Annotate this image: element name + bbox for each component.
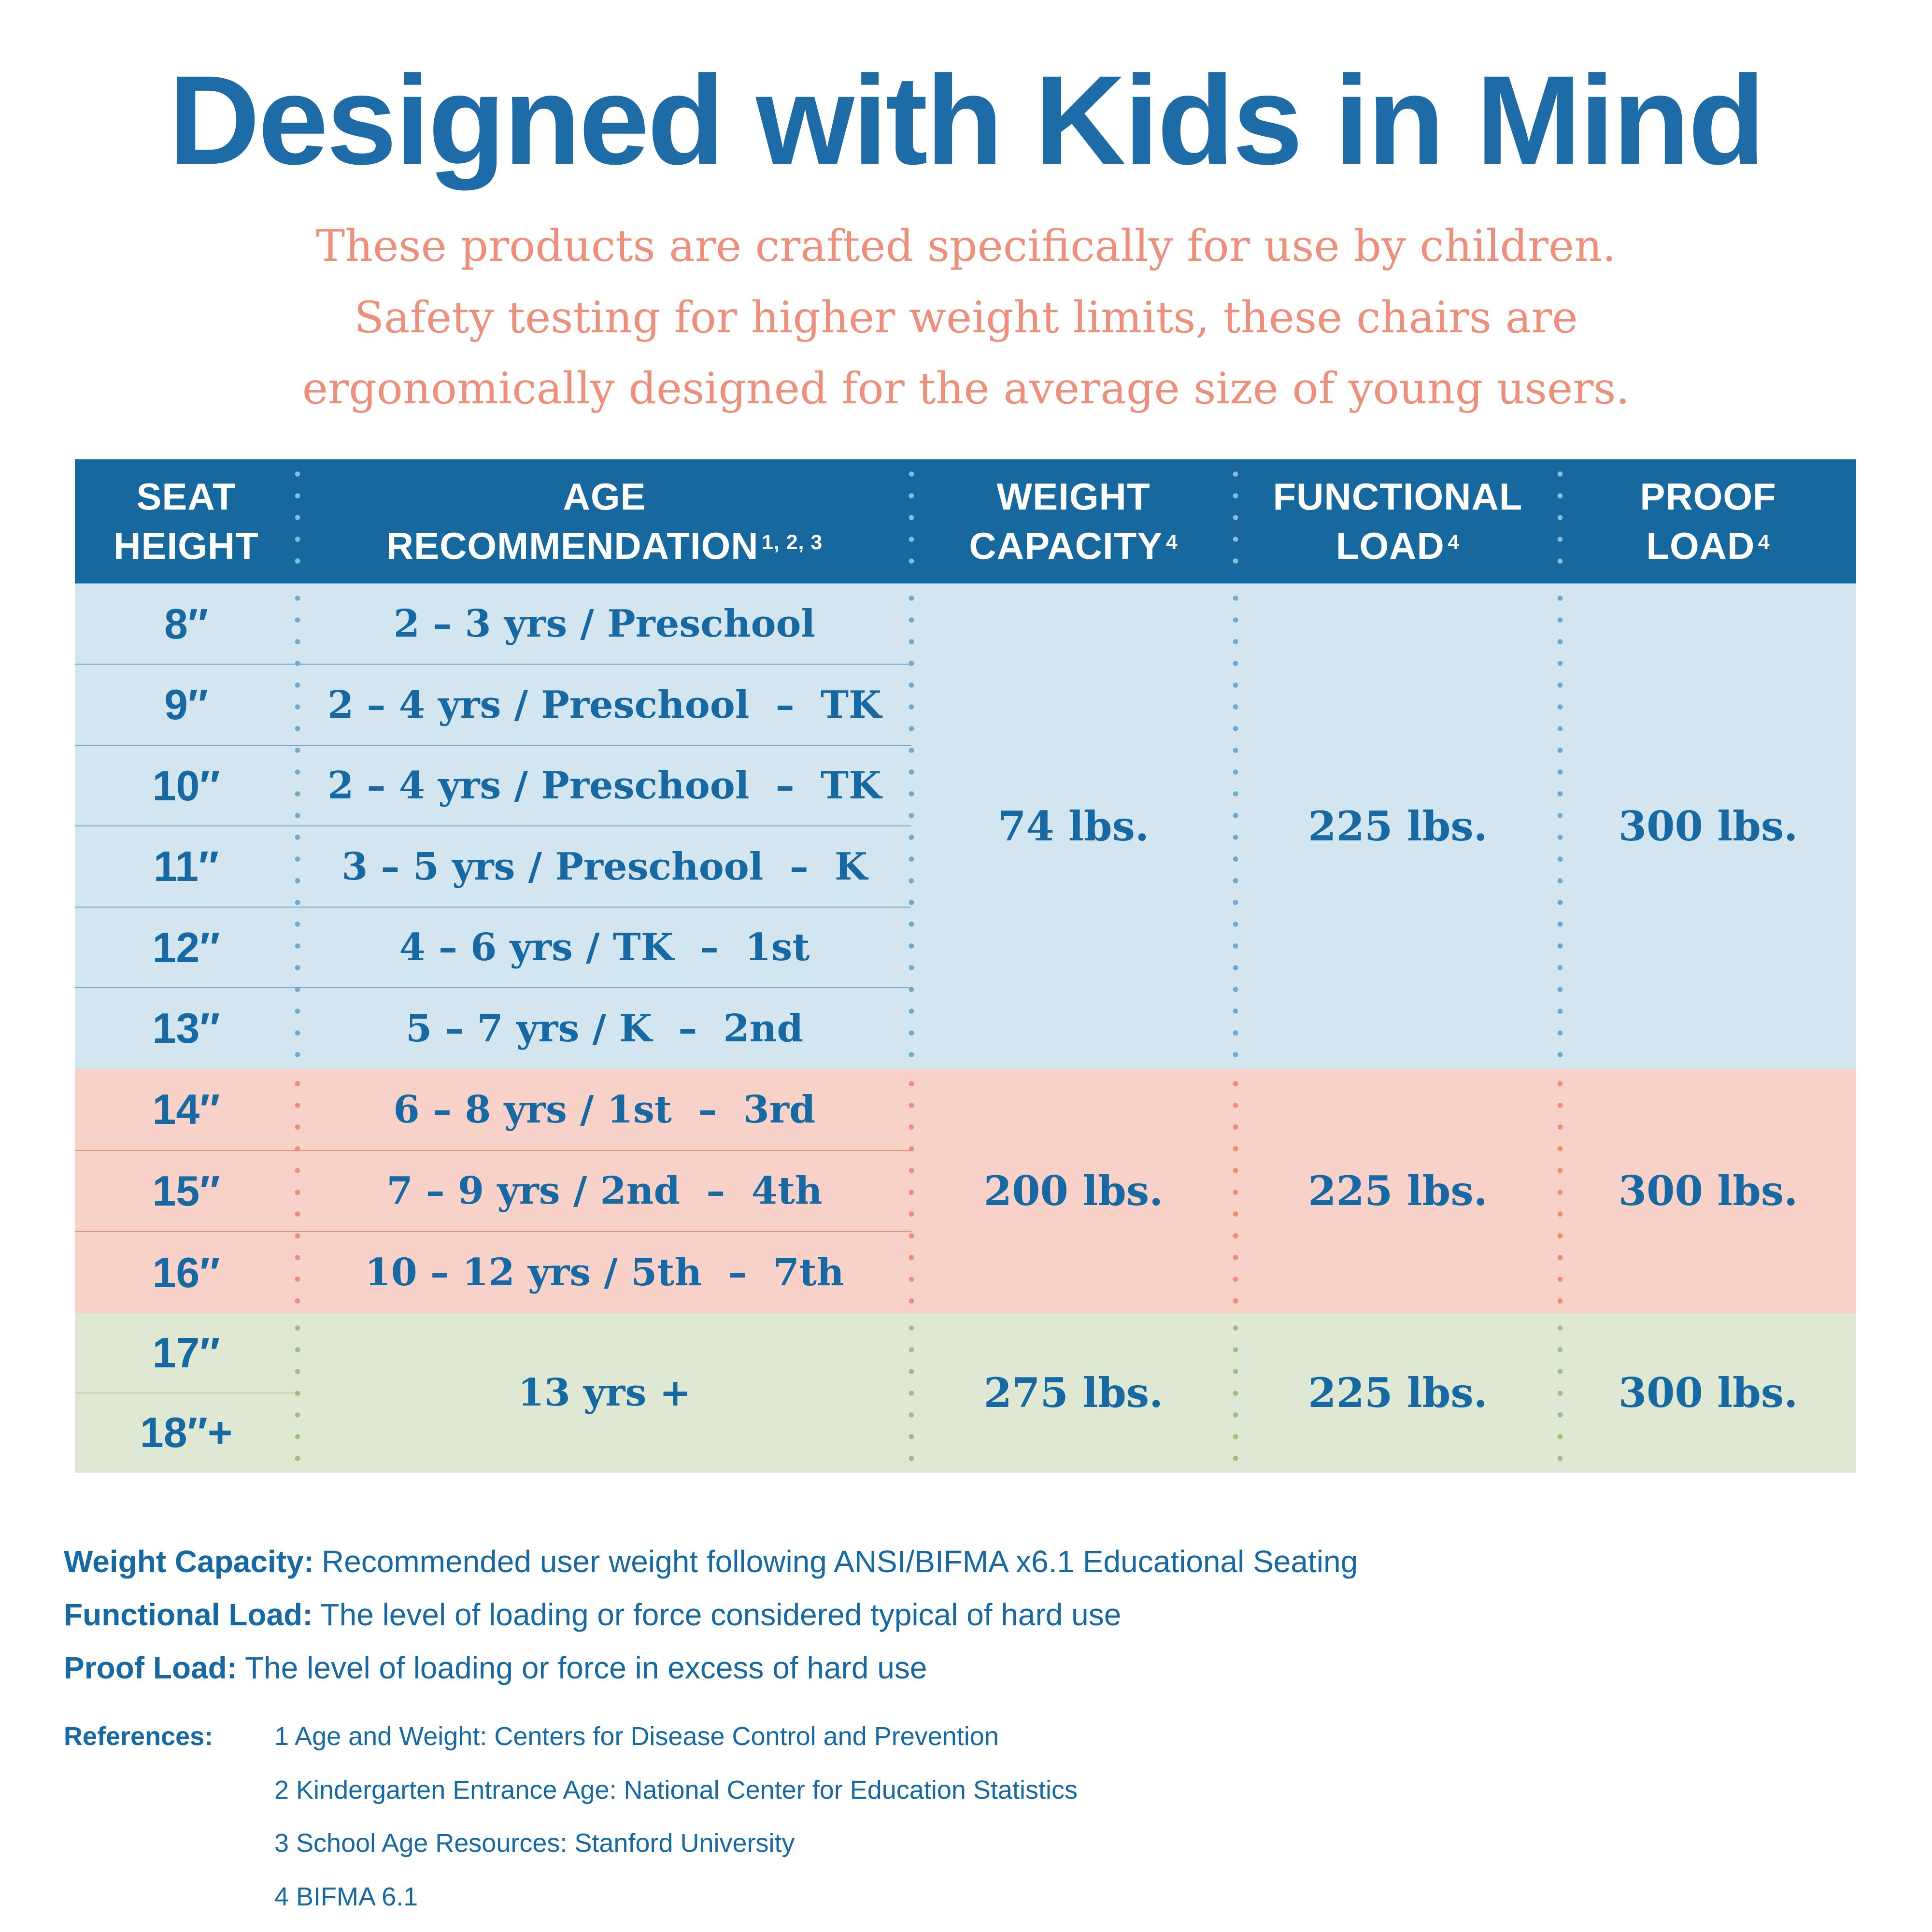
functional-load-cell: 225 lbs. xyxy=(1308,1167,1488,1215)
references-list xyxy=(274,1710,1078,1924)
definition-term: Proof Load: xyxy=(64,1650,238,1686)
column-divider-dots xyxy=(294,463,301,580)
row-separator xyxy=(75,907,911,908)
age-cell: 2 – 4 yrs / Preschool – TK xyxy=(327,764,881,808)
age-cell: 4 – 6 yrs / TK – 1st xyxy=(399,925,810,970)
seat-height-cell: 10″ xyxy=(152,761,220,810)
definition-line xyxy=(64,1588,1358,1641)
weight-capacity-cell: 275 lbs. xyxy=(983,1369,1164,1417)
weight-capacity-cell: 74 lbs. xyxy=(997,802,1150,850)
definition-text: The level of loading or force considered typical of hard use xyxy=(320,1597,1122,1633)
footnote-marker: 4 xyxy=(1165,531,1178,554)
weight-capacity-cell: 200 lbs. xyxy=(983,1167,1164,1215)
definition-term: Weight Capacity: xyxy=(64,1544,314,1579)
column-divider-dots xyxy=(1557,587,1563,1065)
column-divider-dots xyxy=(1557,1073,1563,1309)
seat-height-cell: 16″ xyxy=(152,1248,220,1296)
footnote-marker: 4 xyxy=(1758,531,1770,554)
reference-item: 2 Kindergarten Entrance Age: National Center for Education Statistics xyxy=(274,1775,1078,1804)
column-header-weight-capacity: WEIGHT CAPACITY $^4$ xyxy=(969,475,1178,567)
footnote-marker: 4 xyxy=(1448,531,1460,554)
row-separator xyxy=(75,745,911,746)
footnote-marker: 1, 2, 3 xyxy=(762,531,823,554)
age-cell: 5 – 7 yrs / K – 2nd xyxy=(405,1006,804,1051)
row-separator xyxy=(75,1150,911,1151)
definition-term: Functional Load: xyxy=(64,1597,313,1633)
age-cell: 3 – 5 yrs / Preschool – K xyxy=(341,844,867,889)
row-separator xyxy=(75,987,911,988)
seat-height-cell: 14″ xyxy=(152,1085,220,1134)
subtitle-line: Safety testing for higher weight limits, these chairs are xyxy=(354,292,1578,343)
seat-height-cell: 15″ xyxy=(152,1166,220,1215)
functional-load-cell: 225 lbs. xyxy=(1308,1369,1488,1417)
definition-line xyxy=(64,1641,1358,1694)
column-divider-dots xyxy=(908,1073,915,1309)
reference-item: 1 Age and Weight: Centers for Disease Control and Prevention xyxy=(274,1722,999,1751)
reference-item: 3 School Age Resources: Stanford University xyxy=(274,1829,795,1858)
seat-height-cell: 18″+ xyxy=(140,1408,233,1457)
proof-load-cell: 300 lbs. xyxy=(1618,802,1798,850)
column-divider-dots xyxy=(1232,1317,1239,1469)
references-label: References: xyxy=(64,1722,213,1751)
column-divider-dots xyxy=(1232,1073,1239,1309)
proof-load-cell: 300 lbs. xyxy=(1618,1167,1798,1215)
table-header-row xyxy=(75,459,1856,583)
page-subtitle xyxy=(0,211,1932,425)
column-header-seat-height: SEAT HEIGHT xyxy=(114,475,259,567)
table-group-green xyxy=(75,1313,1856,1473)
column-divider-dots xyxy=(908,463,915,580)
column-divider-dots xyxy=(1557,463,1563,580)
seat-height-cell: 17″ xyxy=(152,1329,220,1377)
column-divider-dots xyxy=(908,587,915,1065)
age-cell: 10 – 12 yrs / 5th – 7th xyxy=(365,1250,844,1295)
definition-line xyxy=(64,1535,1358,1588)
row-separator xyxy=(75,664,911,665)
definition-text: Recommended user weight following ANSI/BIFMA x6.1 Educational Seating xyxy=(322,1544,1358,1579)
column-header-age-recommendation: AGE RECOMMENDATION $^{1, 2, 3}$ xyxy=(386,475,823,567)
definition-text: The level of loading or force in excess of hard use xyxy=(245,1650,927,1686)
age-cell: 2 – 4 yrs / Preschool – TK xyxy=(327,682,881,727)
row-separator xyxy=(75,1231,911,1232)
column-divider-dots xyxy=(1232,463,1239,580)
definitions-block xyxy=(64,1535,1358,1694)
seat-height-cell: 8″ xyxy=(164,599,209,648)
table-group-blue xyxy=(75,583,1856,1069)
seat-height-cell: 9″ xyxy=(164,681,209,729)
row-separator xyxy=(75,825,911,826)
column-divider-dots xyxy=(294,1317,301,1469)
seat-height-cell: 13″ xyxy=(152,1004,220,1052)
spec-table xyxy=(75,459,1856,1473)
page-title: Designed with Kids in Mind xyxy=(169,49,1763,191)
reference-item: 4 BIFMA 6.1 xyxy=(274,1882,418,1912)
column-header-functional-load: FUNCTIONAL LOAD $^4$ xyxy=(1273,475,1523,567)
column-divider-dots xyxy=(1232,587,1239,1065)
age-cell: 2 – 3 yrs / Preschool xyxy=(393,602,816,646)
subtitle-line: These products are crafted specifically for use by children. xyxy=(316,221,1616,271)
table-group-pink xyxy=(75,1069,1856,1313)
age-cell: 7 – 9 yrs / 2nd – 4th xyxy=(386,1169,823,1213)
row-separator xyxy=(75,1392,298,1393)
column-divider-dots xyxy=(908,1317,915,1469)
column-header-proof-load: PROOF LOAD $^4$ xyxy=(1640,475,1776,567)
column-divider-dots xyxy=(1557,1317,1563,1469)
functional-load-cell: 225 lbs. xyxy=(1308,802,1488,850)
column-divider-dots xyxy=(294,587,301,1065)
age-cell: 13 yrs + xyxy=(518,1371,691,1415)
references-block xyxy=(64,1710,1078,1924)
seat-height-cell: 12″ xyxy=(152,923,220,971)
proof-load-cell: 300 lbs. xyxy=(1618,1369,1798,1417)
age-cell: 6 – 8 yrs / 1st – 3rd xyxy=(393,1087,816,1132)
seat-height-cell: 11″ xyxy=(153,842,219,891)
column-divider-dots xyxy=(294,1073,301,1309)
subtitle-line: ergonomically designed for the average size of young users. xyxy=(302,363,1630,414)
